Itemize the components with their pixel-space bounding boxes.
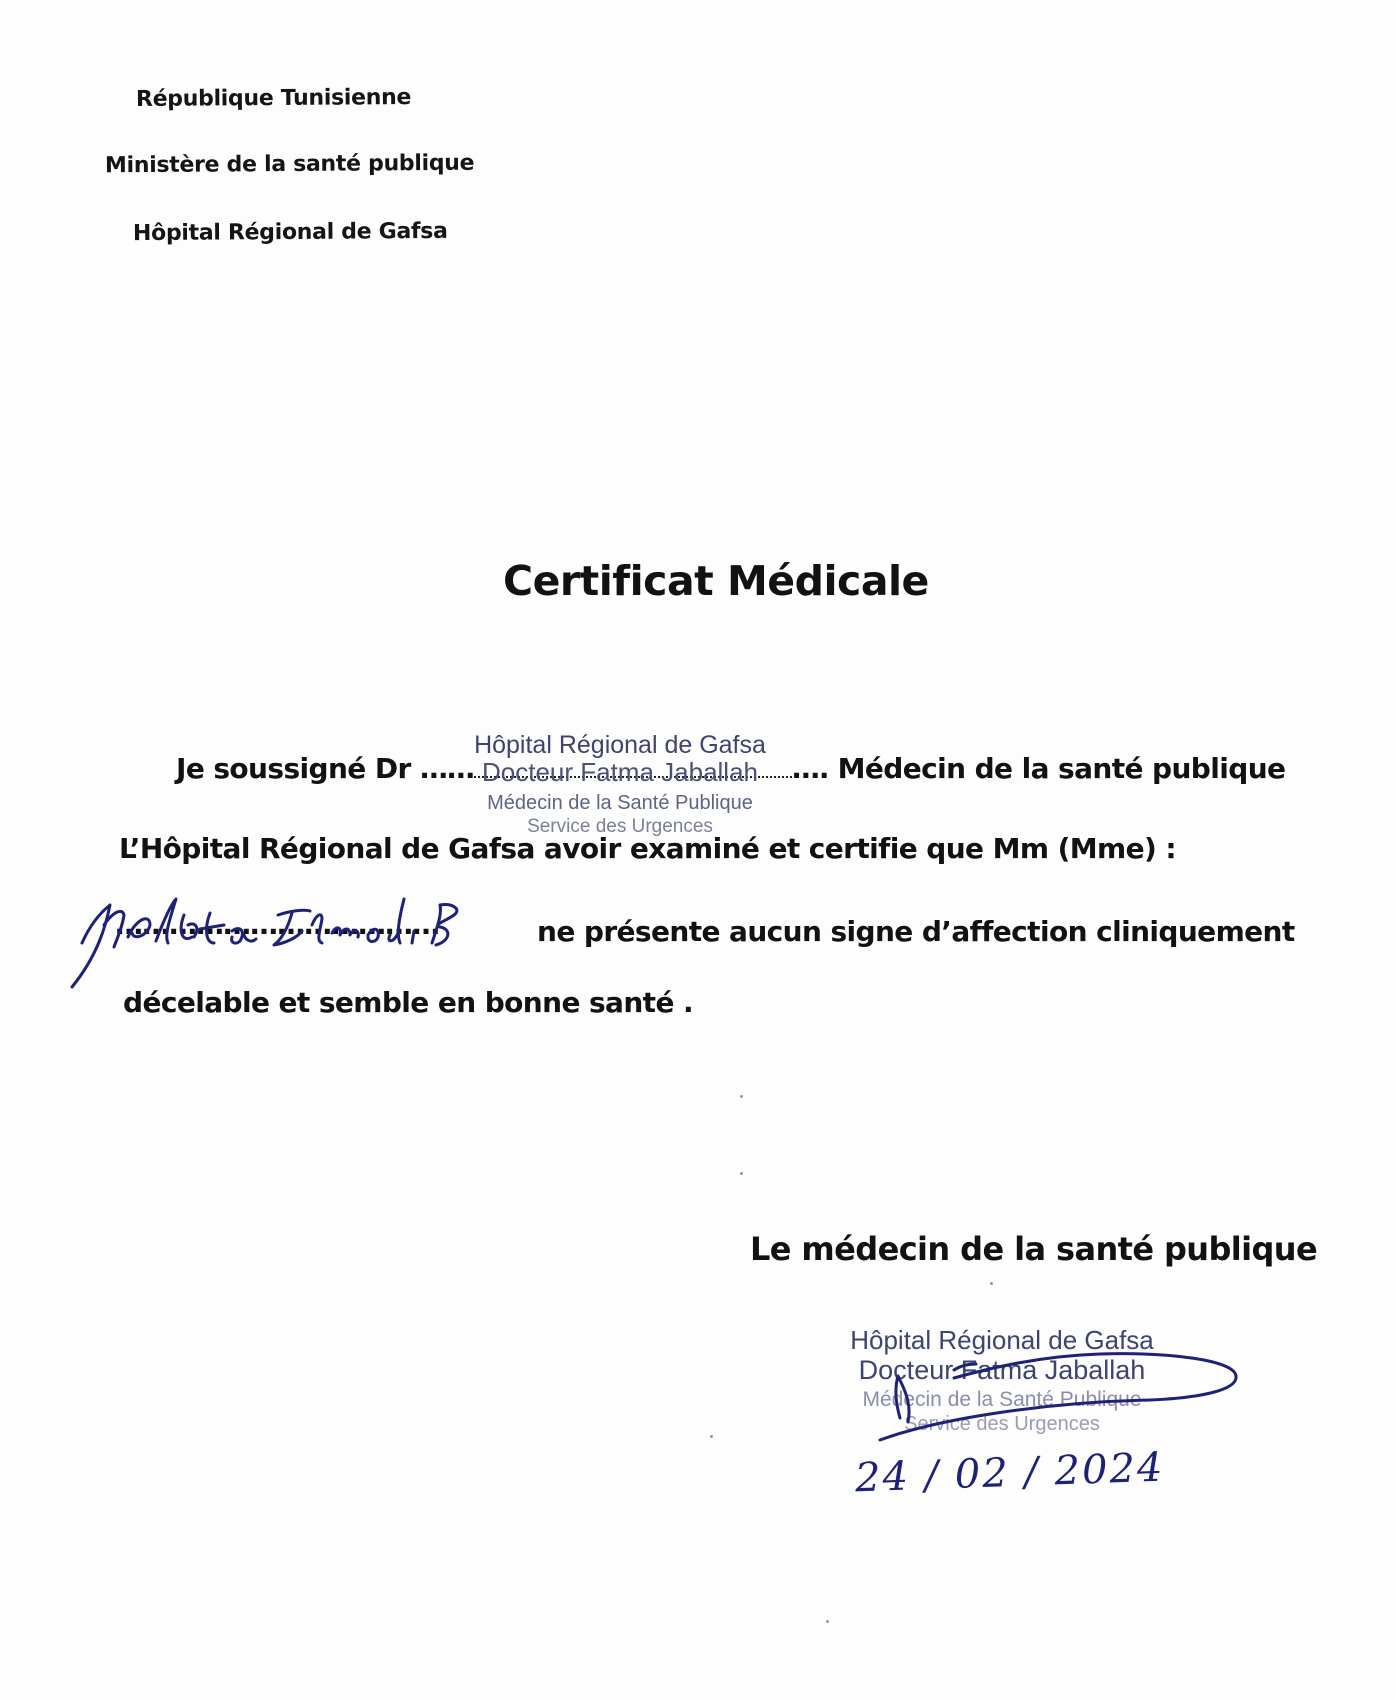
- line1-suffix: Médecin de la santé publique: [828, 752, 1286, 785]
- body-line-4: décelable et semble en bonne santé .: [123, 986, 694, 1019]
- stamp-bottom-title: Médecin de la Santé Publique: [862, 1388, 1142, 1412]
- stamp-top: [430, 732, 810, 838]
- stamp-top-hospital: Hôpital Régional de Gafsa: [474, 731, 766, 759]
- scan-speck: [740, 1095, 743, 1098]
- scan-speck: [740, 1172, 743, 1175]
- stamp-top-title: Médecin de la Santé Publique: [487, 792, 753, 815]
- stamp-bottom-hospital: Hôpital Régional de Gafsa: [850, 1325, 1154, 1355]
- scan-speck: [990, 1282, 993, 1285]
- line1-prefix: Je soussigné Dr: [176, 752, 420, 785]
- stamp-top-service: Service des Urgences: [527, 816, 713, 838]
- line1-dots-right: ….: [791, 752, 829, 785]
- patient-name-blank: ………………………………: [115, 908, 439, 941]
- doctor-signature: [850, 1330, 1270, 1450]
- header-ministry: Ministère de la santé publique: [104, 150, 475, 179]
- stamp-bottom-doctor: Docteur Fatma Jaballah: [858, 1354, 1146, 1385]
- handwritten-patient-name: [60, 885, 580, 995]
- document-title: Certificat Médicale: [503, 557, 929, 605]
- line1-dots-left: ……: [419, 752, 474, 785]
- stamp-bottom-service: Service des Urgences: [904, 1413, 1100, 1436]
- body-line-2: L’Hôpital Régional de Gafsa avoir examiné et certifie que Mm (Mme) :: [119, 832, 1176, 865]
- handwritten-date: 24 / 02 / 2024: [854, 1444, 1166, 1502]
- stamp-top-doctor: Docteur Fatma Jaballah: [481, 756, 759, 787]
- scan-speck: [710, 1435, 713, 1438]
- header-country: République Tunisienne: [135, 85, 412, 112]
- signatory-label: Le médecin de la santé publique: [750, 1230, 1318, 1268]
- line3-suffix: ne présente aucun signe d’affection cliniquement: [537, 915, 1295, 948]
- header-hospital: Hôpital Régional de Gafsa: [132, 218, 448, 247]
- scan-speck: [826, 1620, 829, 1623]
